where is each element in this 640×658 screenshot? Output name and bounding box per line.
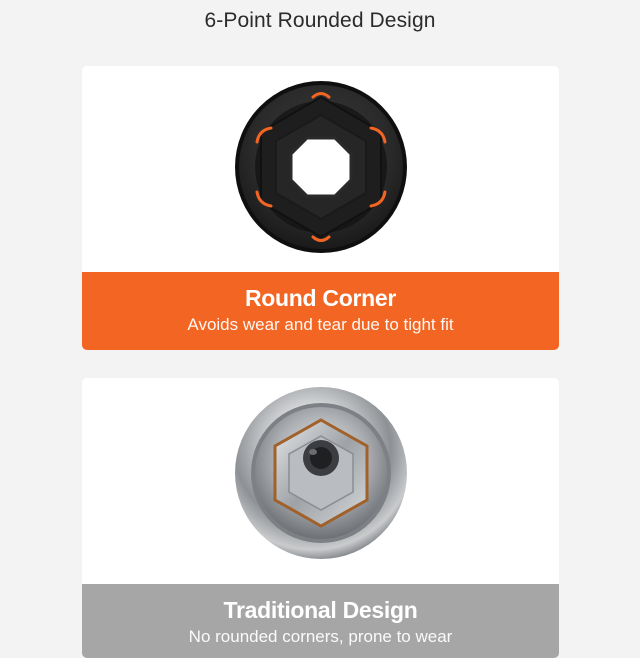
traditional-design-card [82, 378, 559, 658]
round-corner-title: Round Corner [245, 285, 396, 311]
black-socket-illustration [201, 66, 441, 272]
traditional-socket-image [82, 378, 559, 584]
round-corner-banner [82, 272, 559, 350]
round-corner-socket-image [82, 66, 559, 272]
traditional-design-title: Traditional Design [223, 597, 418, 623]
chrome-socket-illustration [201, 378, 441, 584]
page-title: 6-Point Rounded Design [204, 9, 436, 32]
traditional-design-subtitle: No rounded corners, prone to wear [188, 627, 453, 646]
round-corner-subtitle: Avoids wear and tear due to tight fit [187, 315, 454, 334]
round-corner-card [82, 66, 559, 350]
traditional-design-banner [82, 584, 559, 658]
